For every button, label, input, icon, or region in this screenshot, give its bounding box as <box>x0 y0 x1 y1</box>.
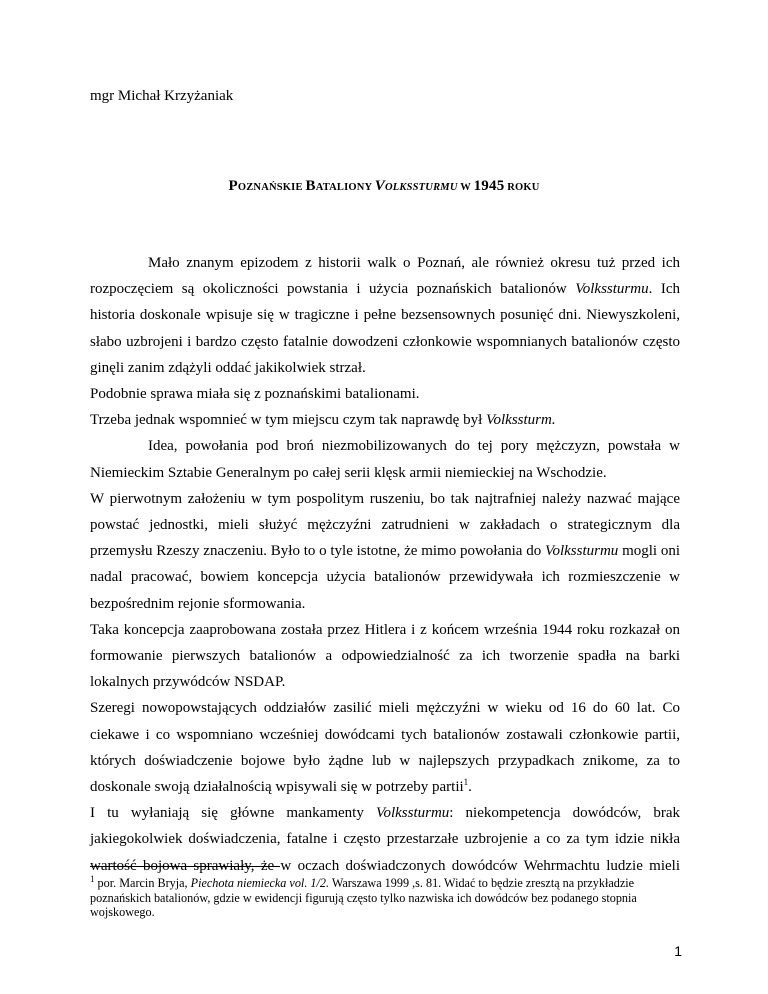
author-line: mgr Michał Krzyżaniak <box>90 88 234 104</box>
paragraph-5 <box>90 486 680 617</box>
title-year: 1945 <box>473 178 505 194</box>
footnote-text: por. Marcin Bryja, <box>94 876 191 890</box>
page-number: 1 <box>674 943 682 959</box>
paragraph-3 <box>90 407 680 433</box>
paragraph-4: Idea, powołania pod broń niezmobilizowanych do tej pory mężczyzn, powstała w Niemieckim Sztabie Generalnym po całej serii klęsk armii niemieckiej na Wschodzie. <box>90 438 680 481</box>
paragraph-8-italic: Volkssturmu <box>375 805 450 822</box>
paragraph-2: Podobnie sprawa miała się z poznańskimi batalionami. <box>90 386 420 403</box>
paragraph-5-italic: Volkssturmu <box>544 543 619 560</box>
title-word-roku: ROKU <box>504 182 540 193</box>
document-body <box>90 250 680 879</box>
title-word-volkssturmu: OLKSSTURMU <box>385 182 458 193</box>
paragraph-3-text: Trzeba jednak wspomnieć w tym miejscu czym tak naprawdę był <box>90 412 487 429</box>
title-word-bataliony: ATALIONY <box>315 182 375 193</box>
paragraph-7-text-end: . <box>468 779 472 796</box>
footnote-book-title: Piechota niemiecka vol. 1/2. <box>190 876 330 890</box>
paragraph-1 <box>90 250 680 381</box>
document-title <box>0 178 768 195</box>
paragraph-1-text-end: . Ich historia doskonale wpisuje się w tragiczne i pełne bezsensownych posunięć dni. Niewyszkoleni, słabo uzbrojeni i bardzo często fatalnie dowodzeni członkowie wspomnianych batalionów często ginęli zanim zdążyli oddać jakikolwiek strzał. <box>90 281 681 376</box>
paragraph-8 <box>90 800 680 879</box>
footnote <box>90 873 680 920</box>
paragraph-8-text-end: : niekompetencja dowódców, brak jakiegokolwiek doświadczenia, fatalne i często przestarzałe uzbrojenie a co za tym idzie nikła wartość bojowa sprawiały, że w oczach doświadczonych dowódców Wehrmachtu ludzie mieli <box>90 805 680 874</box>
title-word-w: W <box>457 182 474 193</box>
paragraph-7-text: Szeregi nowopowstających oddziałów zasilić mieli mężczyźni w wieku od 16 do 60 lat. Co ciekawe i co wspomniano wcześniej dowódcami tych batalionów zostawali członkowie partii, których doświadczenie bojowe było żądne lub w najlepszych przypadkach znikome, za to doskonale swoją działalnością wpisywali się w potrzeby partii <box>90 700 680 796</box>
paragraph-6: Taka koncepcja zaaprobowana została przez Hitlera i z końcem września 1944 roku rozkazał on formowanie pierwszych batalionów a odpowiedzialność za ich tworzenie spadła na barki lokalnych przywódców NSDAP. <box>90 621 680 691</box>
title-word-poznanskie: OZNAŃSKIE <box>237 182 306 193</box>
paragraph-5-text-end: mogli oni nadal pracować, bowiem koncepcja użycia batalionów przewidywała ich rozmieszczenie w bezpośrednim rejonie sformowania. <box>90 543 680 612</box>
paragraph-5-text: W pierwotnym założeniu w tym pospolitym ruszeniu, bo tak najtrafniej należy nazwać mające powstać jednostki, mieli służyć mężczyźni zatrudnieni w zakładach o strategicznym dla przemysłu Rzeszy znaczeniu. Było to o tyle istotne, że mimo powołania do <box>90 490 680 560</box>
title-initial-p: P <box>228 178 238 194</box>
footnote-reference[interactable]: 1 <box>463 777 469 788</box>
paragraph-3-italic: Volkssturm. <box>486 412 556 429</box>
paragraph-1-text: Mało znanym epizodem z historii walk o Poznań, ale również okresu tuż przed ich rozpoczęciem są okoliczności powstania i użycia poznańskich batalionów <box>90 255 680 298</box>
paragraph-8-text: I tu wyłaniają się główne mankamenty <box>90 805 376 822</box>
paragraph-7 <box>90 695 680 800</box>
footnote-text-end: Warszawa 1999 ,s. 81. Widać to będzie zresztą na przykładzie poznańskich batalionów, gdzie w ewidencji figurują często tylko nazwiska ich dowódców bez podanego stopnia wojskowego. <box>90 876 637 919</box>
paragraph-1-italic: Volkssturmu <box>575 281 649 298</box>
footnote-separator <box>90 866 280 867</box>
title-initial-b: B <box>305 178 316 194</box>
title-initial-v: V <box>374 178 385 194</box>
footnote-number: 1 <box>90 873 95 884</box>
